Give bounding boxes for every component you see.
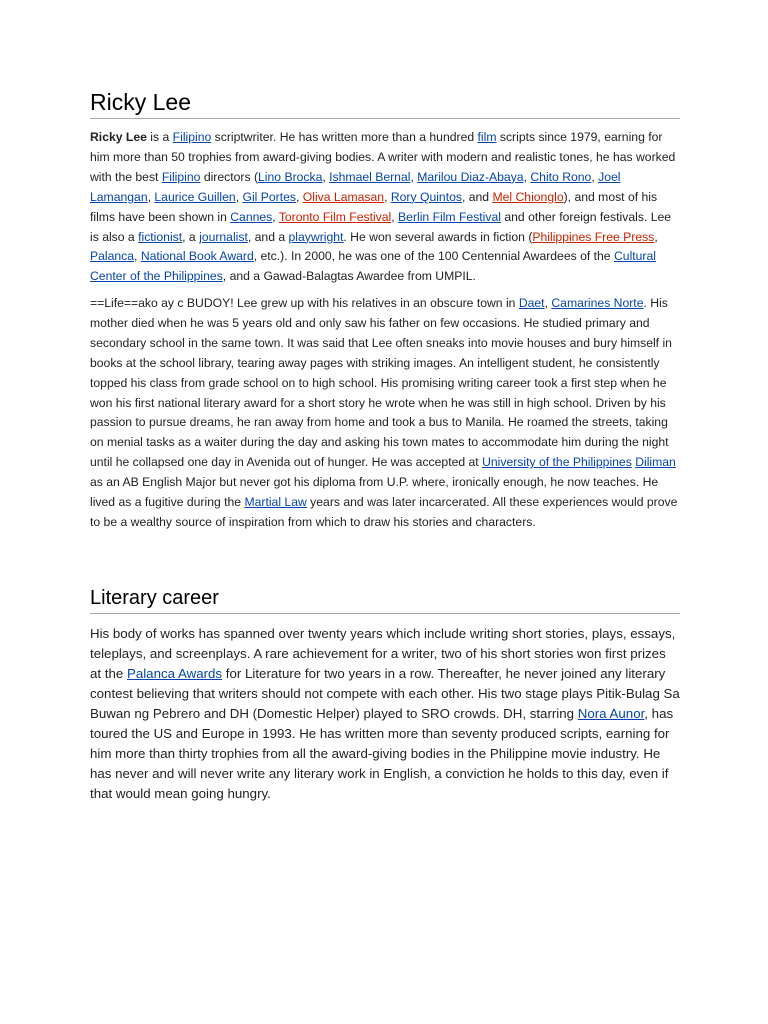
intro-text: , [134, 249, 141, 264]
intro-text: , [654, 229, 658, 244]
life-paragraph [90, 294, 680, 533]
link-national-book-award[interactable]: National Book Award [140, 249, 254, 264]
link-marilou-diaz-abaya[interactable]: Marilou Diaz-Abaya [417, 169, 524, 184]
link-martial-law[interactable]: Martial Law [244, 495, 307, 510]
link-berlin-film-festival[interactable]: Berlin Film Festival [398, 209, 501, 224]
subject-name-bold: Ricky Lee [90, 130, 147, 144]
intro-paragraph [90, 128, 680, 287]
link-ishmael-bernal[interactable]: Ishmael Bernal [329, 169, 411, 184]
intro-text: , [322, 169, 330, 184]
intro-text: is a [146, 130, 173, 144]
link-nora-aunor[interactable]: Nora Aunor [577, 706, 645, 721]
intro-text: , [591, 169, 599, 184]
intro-text: , and a Gawad-Balagtas Awardee from UMPIL. [222, 269, 476, 284]
career-text: for Literature for two years in a row. Thereafter, he never joined any literary contest believing that writers should not compete with each other. His two stage plays Pitik-Bulag Sa Buwan ng Pebrero and DH (Domestic Helper) played to SRO crowds. DH, starring [90, 666, 680, 721]
intro-text: scriptwriter. He has written more than a hundred [211, 130, 478, 144]
link-chito-rono[interactable]: Chito Rono [530, 169, 592, 184]
link-daet[interactable]: Daet [518, 296, 545, 310]
link-film[interactable]: film [477, 130, 497, 144]
link-playwright[interactable]: playwright [288, 229, 344, 244]
redlink-oliva-lamasan[interactable]: Oliva Lamasan [302, 189, 385, 204]
intro-text: and other foreign festivals. Lee is also a [90, 209, 672, 244]
life-text: . His mother died when he was 5 years old and only saw his father on few occasions. He studied primary and secondary school in the same town. It was said that Lee often sneaks into movie houses and bury himself in books at the school library, tearing away pages with striking images. An intelligent student, he consistently topped his class from grade school on to high school. His promising writing career took a first step when he won his first national literary award for a short story he wrote when he was still in high school. Driven by his passion to pursue dreams, he ran away from home and took a bus to Manila. He roamed the streets, taking on menial tasks as a waiter during the day and asking his town mates to accommodate him during the night until he collapsed one day in Avenida out of hunger. He was accepted at [90, 296, 672, 470]
link-cultural-center-of-the-philippines[interactable]: Cultural Center of the Philippines [90, 249, 656, 284]
intro-text: , and [461, 189, 493, 204]
intro-text: , [295, 189, 303, 204]
intro-text: directors ( [200, 169, 259, 184]
link-filipino[interactable]: Filipino [172, 130, 212, 144]
link-laurice-guillen[interactable]: Laurice Guillen [154, 189, 236, 204]
redlink-mel-chionglo[interactable]: Mel Chionglo [492, 189, 564, 204]
page-title: Ricky Lee [90, 88, 680, 119]
redlink-philippines-free-press[interactable]: Philippines Free Press [532, 229, 655, 244]
intro-text: scripts since 1979, earning for him more than 50 trophies from award-giving bodies. A writer with modern and realistic tones, he has worked with the best [90, 130, 676, 184]
career-text: His body of works has spanned over twenty years which include writing short stories, plays, essays, teleplays, and screenplays. A rare achievement for a writer, two of his short stories won first prizes at the [90, 626, 676, 681]
intro-text: , [384, 189, 391, 204]
link-cannes[interactable]: Cannes [230, 209, 273, 224]
intro-text: , [235, 189, 243, 204]
redlink-toronto-film-festival[interactable]: Toronto Film Festival [278, 209, 392, 224]
intro-text: ), and most of his films have been shown in [90, 189, 658, 224]
link-joel-lamangan[interactable]: Joel Lamangan [90, 169, 621, 204]
link-palanca-awards[interactable]: Palanca Awards [126, 666, 223, 681]
life-text: ==Life==ako ay c BUDOY! Lee grew up with his relatives in an obscure town in [90, 296, 519, 310]
intro-text: , [391, 209, 399, 224]
literary-career-paragraph [90, 624, 680, 804]
intro-text: , and a [247, 229, 289, 244]
link-camarines-norte[interactable]: Camarines Norte [551, 296, 644, 310]
intro-text: , [523, 169, 531, 184]
life-text: years and was later incarcerated. All these experiences would prove to be a wealthy source of inspiration from which to draw his stories and characters. [90, 495, 678, 529]
career-text: , has toured the US and Europe in 1993. He has written more than seventy produced scripts, earning for him more than thirty trophies from all the award-giving bodies in the Philippine movie industry. He has never and will never write any literary work in English, a conviction he holds to this day, even if that would mean going hungry. [90, 706, 674, 801]
link-rory-quintos[interactable]: Rory Quintos [390, 189, 462, 204]
intro-text: , etc.). In 2000, he was one of the 100 Centennial Awardees of the [253, 249, 614, 264]
intro-text: , [272, 209, 279, 224]
link-diliman[interactable]: Diliman [635, 455, 676, 470]
intro-text: , a [182, 229, 200, 244]
link-fictionist[interactable]: fictionist [138, 229, 183, 244]
intro-text: , [147, 189, 155, 204]
link-palanca[interactable]: Palanca [90, 249, 135, 264]
link-journalist[interactable]: journalist [199, 229, 248, 244]
intro-text: , [410, 169, 418, 184]
intro-text: . He won several awards in fiction ( [343, 229, 533, 244]
life-text: , [544, 296, 552, 310]
section-heading-literary-career: Literary career [90, 585, 680, 614]
link-gil-portes[interactable]: Gil Portes [242, 189, 296, 204]
link-university-of-the-philippines[interactable]: University of the Philippines [482, 455, 632, 470]
life-text: as an AB English Major but never got his diploma from U.P. where, ironically enough, he now teaches. He lived as a fugitive during the [90, 475, 659, 510]
link-filipino-directors[interactable]: Filipino [161, 169, 201, 184]
link-lino-brocka[interactable]: Lino Brocka [258, 169, 323, 184]
